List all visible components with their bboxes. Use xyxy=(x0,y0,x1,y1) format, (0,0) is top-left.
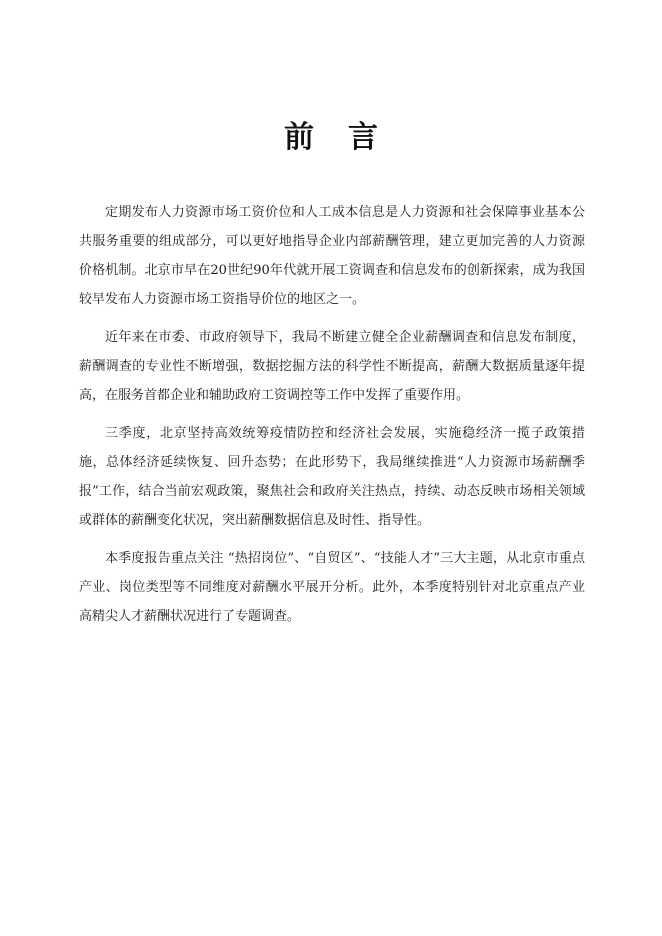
paragraph: 本季度报告重点关注 “热招岗位”、“自贸区”、“技能人才”三大主题，从北京市重点产业、岗位类型等不同维度对薪酬水平展开分析。此外，本季度特别针对北京重点产业高精尖人才薪酬状况进行了专题调查。 xyxy=(79,551,585,624)
paragraph: 三季度，北京坚持高效统筹疫情防控和经济社会发展，实施稳经济一揽子政策措施，总体经济延续恢复、回升态势；在此形势下，我局继续推进“人力资源市场薪酬季报”工作，结合当前宏观政策，聚焦社会和政府关注热点，持续、动态反映市场相关领域或群体的薪酬变化状况，突出薪酬数据信息及时性、指导性。 xyxy=(79,426,585,528)
paragraph: 近年来在市委、市政府领导下，我局不断建立健全企业薪酬调查和信息发布制度，薪酬调查的专业性不断增强，数据挖掘方法的科学性不断提高，薪酬大数据质量逐年提高，在服务首都企业和辅助政府工资调控等工作中发挥了重要作用。 xyxy=(79,330,585,403)
preface-body xyxy=(79,198,585,640)
page-title: 前言 xyxy=(284,120,412,155)
paragraph: 定期发布人力资源市场工资价位和人工成本信息是人力资源和社会保障事业基本公共服务重要的组成部分，可以更好地指导企业内部薪酬管理，建立更加完善的人力资源价格机制。北京市早在20世纪90年代就开展工资调查和信息发布的创新探索，成为我国较早发布人力资源市场工资指导价位的地区之一。 xyxy=(79,205,585,307)
